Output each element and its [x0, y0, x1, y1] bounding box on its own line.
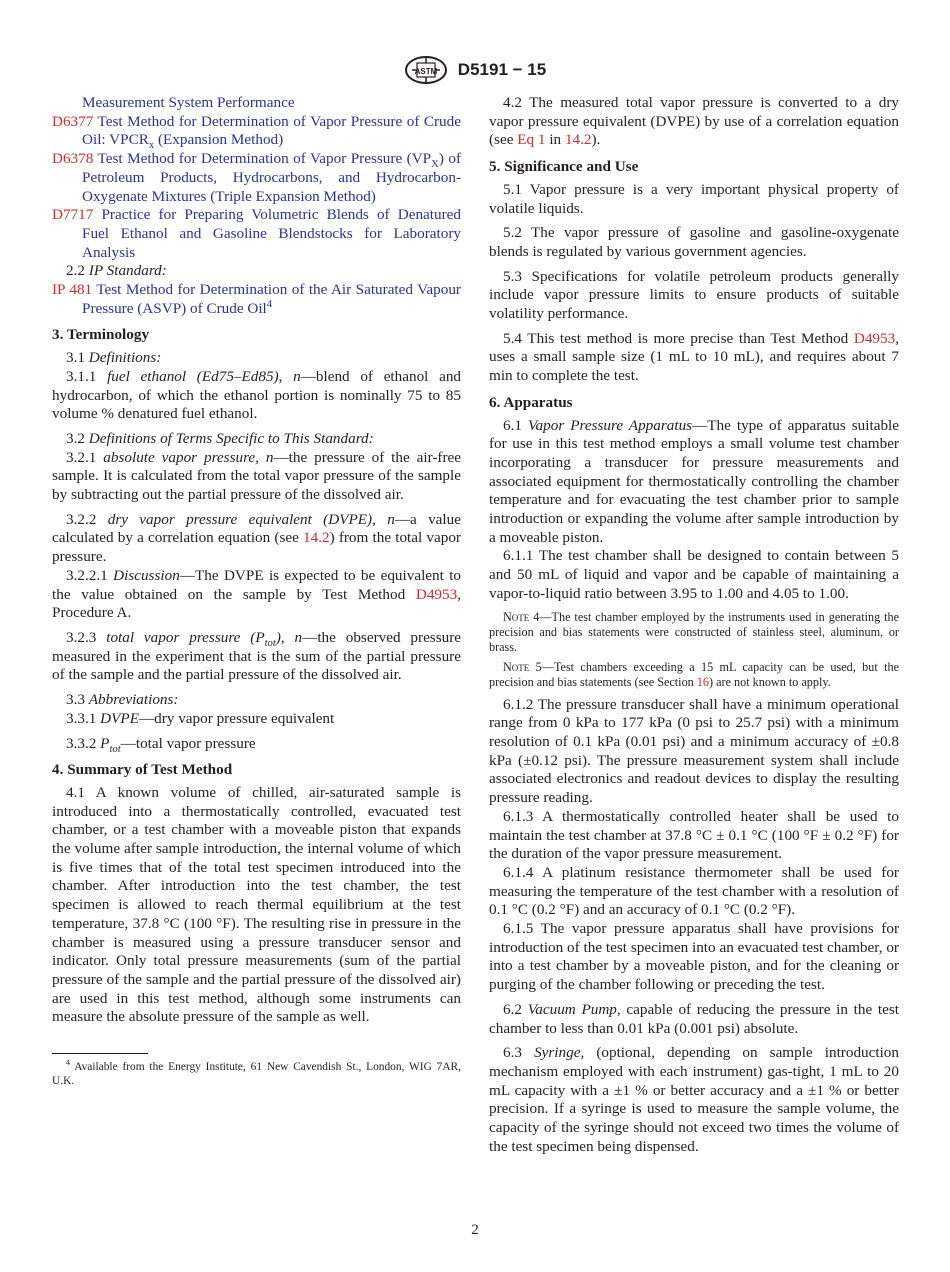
section-3-3-1-text: —dry vapor pressure equivalent — [138, 709, 335, 727]
section-3-3-2-text: —total vapor pressure — [120, 734, 256, 752]
ref-d6378-sub: X — [431, 159, 439, 171]
link-14-2[interactable]: 14.2 — [303, 529, 330, 547]
section-3-3-1-term: DVPE — [100, 709, 139, 727]
document-designation: D5191 − 15 — [457, 60, 547, 79]
section-3-3-2 — [52, 735, 461, 754]
section-3-3-1 — [52, 710, 461, 729]
section-6-3-num: 6.3 — [503, 1044, 522, 1062]
section-5-4-text: 5.4 This test method is more precise than Test Method — [503, 329, 854, 347]
ref-d7717-title[interactable]: Practice for Preparing Volumetric Blends of Denatured Fuel Ethanol and Gasoline Blendstocks for Laboratory Analysis — [82, 206, 461, 261]
ref-d6377-sub: x — [148, 140, 155, 152]
ref-continuation: Measurement System Performance — [82, 94, 295, 111]
ref-ip481-title[interactable]: Test Method for Determination of the Air Saturated Vapour Pressure (ASVP) of Crude Oil — [82, 281, 461, 317]
note-4-label: Note 4 — [503, 609, 540, 624]
section-3-2-2-1-num: 3.2.2.1 — [66, 566, 108, 584]
page-number: 2 — [471, 1222, 479, 1238]
section-6-1 — [489, 417, 899, 548]
section-4-2 — [489, 94, 899, 150]
section-3-1-num: 3.1 — [66, 349, 85, 367]
section-3-2-3-sub: tot — [264, 638, 276, 650]
section-4-2-text: 4.2 The measured total vapor pressure is converted to a dry vapor pressure equivalent (DVPE) by use of a correlation equation (see — [489, 94, 899, 149]
astm-logo-icon — [404, 55, 448, 85]
section-6-1-2: 6.1.2 The pressure transducer shall have a minimum operational range from 0 kPa to 177 kPa (0 psi to 25.7 psi) with a minimum resolution of 0.1 kPa (0.01 psi) and a minimum accuracy of ±0.8 kPa (±0.12 psi). The pressure measurement system shall include associated electronics and readout devices to display the resulting pressure reading. — [489, 695, 899, 807]
ref-d6377-title[interactable]: Test Method for Determination of Vapor Pressure of Crude Oil: VPCR — [82, 112, 461, 149]
section-3-2-num: 3.2 — [66, 429, 85, 447]
section-6-3-term: Syringe, — [534, 1044, 585, 1062]
section-4-2-text-end: ). — [591, 131, 601, 149]
section-6-2-term: Vacuum Pump, — [527, 1000, 621, 1018]
section-3-2-2-1-term: Discussion — [113, 566, 180, 584]
section-6-1-5: 6.1.5 The vapor pressure apparatus shall have provisions for introduction of the test specimen into an evacuated test chamber, or into a test chamber by a moveable piston, and for the cleaning or purging of the chamber following or preceding the test. — [489, 920, 899, 994]
section-3-2-3-num: 3.2.3 — [66, 628, 97, 646]
section-6-heading: 6. Apparatus — [489, 393, 573, 411]
ref-ip481 — [52, 281, 461, 318]
section-5-4-text-end: , uses a small sample size (1 mL to 10 mL), and requires about 7 min to complete the test. — [489, 329, 899, 385]
section-4-1: 4.1 A known volume of chilled, air-saturated sample is introduced into a thermostatically controlled, evacuated test chamber, or a test chamber with a moveable piston that expands the volume after sample introduction, the internal volume of which is five times that of the total test specimen introduced into the chamber. After introduction into the test chamber, the test specimen is allowed to reach thermal equilibrium at the test temperature, 37.8 °C (100 °F). The resulting rise in pressure in the chamber is measured using a pressure transducer sensor and indicator. Only total pressure measurements (sum of the partial pressure of the sample and the partial pressure of the dissolved air) are used in this test method, although some instruments can measure the absolute pressure of the sample as well. — [52, 783, 461, 1026]
note-5-label: Note 5 — [503, 660, 542, 675]
section-3-2-1 — [52, 449, 461, 505]
section-6-3-text: (optional, depending on sample introduction mechanism employed with each instrument) gas-tight, 1 mL to 20 mL capacity with a ±1 % or better accuracy and a ±1 % or better precision. If a syringe is used to measure the sample volume, the capacity of the syringe should not exceed two times the volume of the test specimen being dispensed. — [489, 1044, 899, 1155]
section-3-2-3 — [52, 629, 461, 685]
section-3-2 — [52, 430, 461, 449]
section-3-3-1-num: 3.3.1 — [66, 709, 97, 727]
section-3-3-2-num: 3.3.2 — [66, 734, 97, 752]
section-3-3-2-sub: tot — [109, 743, 121, 755]
section-3-3-2-term: P — [100, 734, 110, 752]
ref-d6378-title-end[interactable]: ) of Petroleum Products, Hydrocarbons, and Hydrocarbon-Oxygenate Mixtures (Triple Expansion Method) — [82, 150, 462, 205]
section-6-1-3: 6.1.3 A thermostatically controlled heater shall be used to maintain the test chamber at 37.8 °C ± 0.1 °C (100 °F ± 0.2 °F) for the duration of the vapor pressure measurement. — [489, 807, 899, 863]
note-5 — [489, 660, 899, 690]
ref-d6378 — [52, 150, 461, 206]
right-column — [489, 94, 899, 1162]
section-3-2-2-text: —a value calculated by a correlation equation (see — [52, 510, 461, 547]
section-6-1-text: —The type of apparatus suitable for use in this test method employs a small volume test chamber incorporating a transducer for pressure measurements and associated equipment for thermostatically controlling the chamber temperature and for evacuating the test chamber prior to sample introduction or expanding the volume after sample introduction by a moveable piston. — [489, 416, 899, 546]
section-6-1-term: Vapor Pressure Apparatus — [527, 416, 693, 434]
section-3-2-2-1 — [52, 567, 461, 623]
ref-d6377-code-link[interactable]: D6377 — [52, 112, 94, 130]
ref-d6377-title-end[interactable]: (Expansion Method) — [154, 131, 284, 149]
section-3-2-2 — [52, 511, 461, 567]
section-3-heading: 3. Terminology — [52, 326, 150, 344]
ref-d6378-title[interactable]: Test Method for Determination of Vapor Pressure (VP — [97, 150, 432, 168]
section-6-1-1: 6.1.1 The test chamber shall be designed to contain between 5 and 50 mL of liquid and vapor and be capable of maintaining a vapor-to-liquid ratio between 3.95 to 1.00 and 4.05 to 1.00. — [489, 547, 899, 602]
section-4-2-mid: in — [545, 131, 565, 149]
section-3-2-label: Definitions of Terms Specific to This Standard: — [88, 429, 374, 447]
ref-d7717 — [52, 206, 461, 262]
section-3-3-label: Abbreviations: — [88, 691, 179, 709]
section-3-2-1-text: —the pressure of the air-free sample. It is calculated from the total vapor pressure of the sample by subtracting out the partial pressure of the dissolved air. — [52, 448, 461, 504]
footnote-4 — [52, 1060, 461, 1089]
left-column — [52, 94, 461, 1095]
link-section-16[interactable]: 16 — [696, 675, 709, 690]
section-3-2-3-term-end: ), n — [275, 628, 303, 646]
section-6-2-text: capable of reducing the pressure in the test chamber to less than 0.01 kPa (0.001 psi) absolute. — [489, 1000, 900, 1037]
section-3-3-num: 3.3 — [66, 691, 85, 709]
section-3-2-3-text: —the observed pressure measured in the experiment that is the sum of the partial pressure of the sample and the partial pressure of the dissolved air. — [52, 628, 462, 684]
section-6-2 — [489, 1001, 899, 1038]
section-5-heading: 5. Significance and Use — [489, 158, 639, 176]
note-4 — [489, 610, 899, 656]
note-5-text-end: ) are not known to apply. — [709, 675, 831, 690]
section-2-2 — [52, 262, 461, 281]
section-3-2-1-num: 3.2.1 — [66, 448, 97, 466]
section-3-2-2-num: 3.2.2 — [66, 510, 97, 528]
section-3-2-2-term: dry vapor pressure equivalent (DVPE), n — [107, 510, 395, 528]
note-5-text: —Test chambers exceeding a 15 mL capacity can be used, but the precision and bias statements (see Section — [489, 660, 899, 690]
section-3-2-1-term: absolute vapor pressure, n — [103, 448, 274, 466]
section-3-2-3-term: total vapor pressure (P — [106, 628, 265, 646]
section-3-1-label: Definitions: — [88, 349, 162, 367]
section-5-1: 5.1 Vapor pressure is a very important physical property of volatile liquids. — [489, 180, 899, 217]
section-5-2: 5.2 The vapor pressure of gasoline and gasoline-oxygenate blends is regulated by various government agencies. — [489, 224, 899, 260]
astm-logo-text: ASTM — [414, 67, 438, 76]
section-3-1 — [52, 349, 461, 368]
footnote-marker-4: 4 — [266, 298, 273, 310]
section-6-3 — [489, 1044, 899, 1156]
section-3-2-2-1-text: —The DVPE is expected to be equivalent to the value obtained on the sample by Test Method — [52, 566, 462, 603]
footnote-4-text: Available from the Energy Institute, 61 New Cavendish St., London, WIG 7AR, U.K. — [52, 1061, 462, 1088]
section-3-1-1 — [52, 368, 461, 424]
note-4-text: —The test chamber employed by the instruments used in generating the precision and bias statements were constructed of stainless steel, aluminum, or brass. — [489, 609, 899, 654]
ref-ip481-code-link[interactable]: IP 481 — [52, 281, 93, 299]
section-4-heading: 4. Summary of Test Method — [52, 761, 233, 779]
footnote-rule — [52, 1053, 148, 1054]
section-3-1-1-num: 3.1.1 — [66, 367, 97, 385]
link-eq-1[interactable]: Eq 1 — [517, 131, 546, 149]
ref-d6377 — [52, 113, 461, 150]
section-3-3 — [52, 691, 461, 710]
section-6-2-num: 6.2 — [503, 1000, 522, 1018]
footnote-4-num: 4 — [66, 1058, 70, 1068]
ref-d6378-code-link[interactable]: D6378 — [52, 150, 94, 168]
section-5-3: 5.3 Specifications for volatile petroleum products generally include vapor pressure limits to ensure products of suitable volatility performance. — [489, 267, 899, 323]
section-3-1-1-term: fuel ethanol (Ed75–Ed85), n — [107, 367, 301, 385]
section-2-2-num: 2.2 — [66, 262, 85, 280]
section-6-1-4: 6.1.4 A platinum resistance thermometer shall be used for measuring the temperature of the test chamber with a resolution of 0.1 °C (0.2 °F) and an accuracy of 0.1 °C (0.2 °F). — [489, 863, 899, 919]
ref-d7717-code-link[interactable]: D7717 — [52, 206, 94, 224]
section-3-1-1-text: —blend of ethanol and hydrocarbon, of which the ethanol portion is nominally 75 to 85 volume % denatured fuel ethanol. — [52, 367, 462, 423]
link-d4953[interactable]: D4953 — [415, 585, 458, 603]
section-6-1-num: 6.1 — [503, 416, 522, 434]
link-14-2[interactable]: 14.2 — [564, 131, 592, 149]
section-2-2-label: IP Standard: — [88, 262, 167, 280]
page-header — [0, 55, 950, 85]
section-5-4 — [489, 330, 899, 386]
link-d4953[interactable]: D4953 — [853, 329, 896, 347]
section-3-2-2-1-text-end: , Procedure A. — [52, 585, 461, 622]
section-3-2-2-text-end: ) from the total vapor pressure. — [52, 529, 461, 566]
